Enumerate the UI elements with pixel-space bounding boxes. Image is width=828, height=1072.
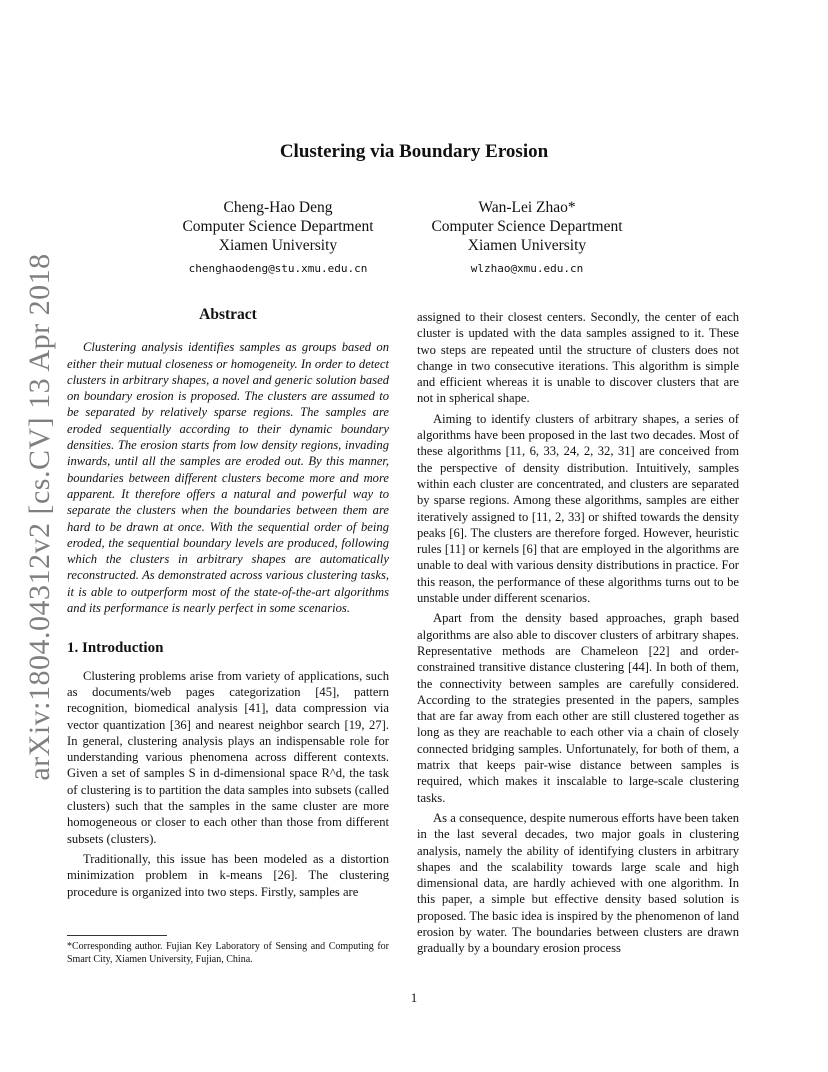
body-paragraph: assigned to their closest centers. Secondly, the center of each cluster is updated with the data samples assigned to it. These two steps are repeated until the structure of clusters does not change in two consecutive iterations. This algorithm is simple and efficient whereas it is unable to discover clusters that are not in spherical shape. [417,310,739,406]
body-paragraph: Aiming to identify clusters of arbitrary shapes, a series of algorithms have been proposed in the last two decades. Most of these algorithms [11, 6, 33, 24, 2, 32, 31] are conceived from the perspective of density distribution. Intuitively, samples within each cluster are concentrated, and clusters are separated by sparse regions. Among these algorithms, samples are either iteratively assigned to [11, 2, 33] or shifted towards the density peaks [6]. The clusters are therefore forged. However, heuristic rules [11] or kernels [6] that are employed in the algorithms are unable to deal with various density distributions in practice. For this reason, the performance of these algorithms turns out to be unstable under different scenarios. [417,411,739,606]
footnote-rule [67,935,167,936]
author-dept: Computer Science Department [431,218,623,235]
abstract-text: Clustering analysis identifies samples as groups based on either their mutual closeness or homogeneity. In order to detect clusters in arbitrary shapes, a novel and generic solution based on boundary erosion is proposed. The clusters are assumed to be separated by relatively sparse regions. The samples are eroded sequentially according to their dynamic boundary densities. The erosion starts from low density regions, invading inwards, until all the samples are eroded out. By this manner, boundaries between different clusters become more and more apparent. It therefore offers a natural and powerful way to separate the clusters when the boundaries between them are hard to be drawn at once. With the sequential order of being eroded, the sequential boundary levels are produced, following which the clusters in arbitrary shapes are automatically reconstructed. As demonstrated across various clustering tasks, it is able to outperform most of the state-of-the-art algorithms and its performance is nearly perfect in some scenarios. [67,340,389,616]
author-name: Cheng-Hao Deng [223,199,333,216]
body-paragraph: Clustering problems arise from variety of applications, such as documents/web pages categorization [45], pattern recognition, biomedical analysis [41], data compression via vector quantization [36] and nearest neighbor search [19, 27]. In general, clustering analysis plays an indispensable role for understanding various phenomena across different contexts. Given a set of samples S in d-dimensional space R^d, the task of clustering is to partition the data samples into subsets (called clusters) such that the samples in the same cluster are more homogeneous or closer to each other than those from different subsets (clusters). [67,668,389,846]
body-paragraph: As a consequence, despite numerous efforts have been taken in the last several decades, two major goals in clustering analysis, namely the ability of identifying clusters in arbitrary shapes and the scalability towards large scale and high dimensional data, are hardly achieved with one algorithm. In this paper, a simple but effective density based solution is proposed. The basic idea is inspired by the phenomenon of land erosion by water. The boundaries between clusters are drawn gradually by a boundary erosion process [417,810,739,956]
abstract-heading: Abstract [199,306,257,323]
author-email[interactable]: wlzhao@xmu.edu.cn [470,262,584,275]
author-inst: Xiamen University [467,237,587,254]
arxiv-sidenote: arXiv:1804.04312v2 [cs.CV] 13 Apr 2018 [23,253,56,781]
left-column [67,307,389,904]
paper-title: Clustering via Boundary Erosion [279,141,549,162]
body-paragraph: Traditionally, this issue has been modeled as a distortion minimization problem in k-means [26]. The clustering procedure is organized into two steps. Firstly, samples are [67,851,389,899]
author-block-2 [397,198,657,278]
author-inst: Xiamen University [218,237,338,254]
body-paragraph: Apart from the density based approaches, graph based algorithms are also able to discover clusters of arbitrary shapes. Representative methods are Chameleon [22] and order-constrained transitive distance clustering [44]. In both of them, the connectivity between samples are carefully considered. According to the strategies presented in the papers, samples that are far away from each other are still clustered together as long as they are reachable to each other via a chain of closely connected bridging samples. Unfortunately, for both of them, a matrix that keeps pair-wise distance between samples is required, which makes it inscalable to large-scale clustering tasks. [417,611,739,805]
author-dept: Computer Science Department [182,218,374,235]
section-heading: 1. Introduction [67,640,164,657]
right-column [417,309,739,961]
author-block-1 [148,198,408,278]
footnote: *Corresponding author. Fujian Key Laboratory of Sensing and Computing for Smart City, Xiamen University, Fujian, China. [67,941,389,965]
page-number: 1 [410,990,418,1005]
author-email[interactable]: chenghaodeng@stu.xmu.edu.cn [188,262,368,275]
author-name: Wan-Lei Zhao* [478,199,576,216]
abstract-body [67,339,389,616]
